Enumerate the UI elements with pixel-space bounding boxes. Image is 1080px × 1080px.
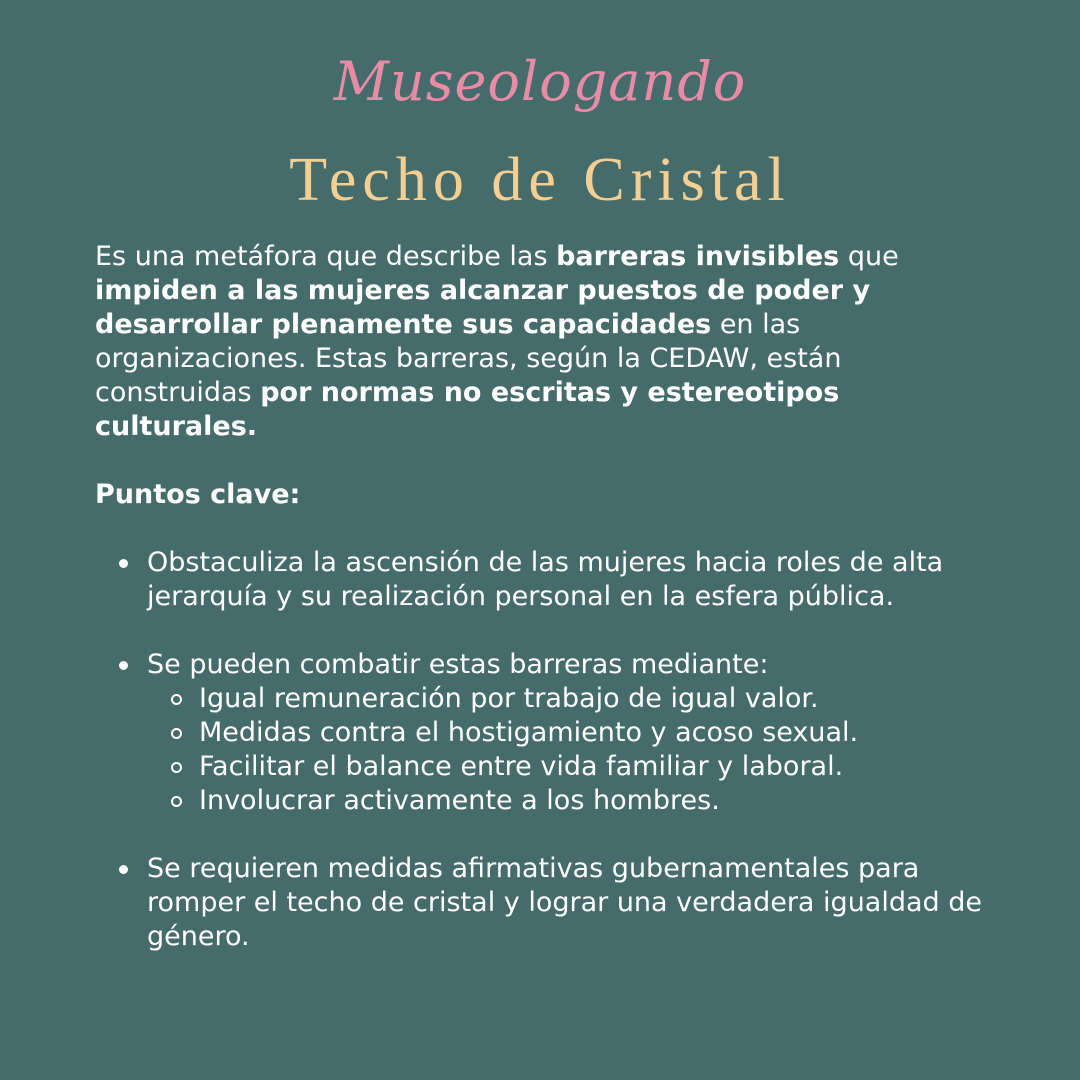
measure-item: Involucrar activamente a los hombres.	[147, 784, 995, 818]
measure-item: Facilitar el balance entre vida familiar y laboral.	[147, 750, 995, 784]
intro-text-3: en las organizaciones. Estas barreras, según la CEDAW, están construidas	[95, 309, 842, 408]
key-points-list	[95, 546, 995, 954]
measure-item: Medidas contra el hostigamiento y acoso sexual.	[147, 716, 995, 750]
key-point-text: Se requieren medidas afirmativas gubernamentales para romper el techo de cristal y lograr una verdadera igualdad de género.	[147, 853, 983, 952]
content-body	[95, 240, 995, 988]
intro-bold-2: impiden a las mujeres alcanzar puestos de poder y desarrollar plenamente sus capacidades	[95, 275, 871, 340]
key-point-item	[95, 852, 995, 954]
brand-logo-text: Museologando	[333, 50, 747, 113]
key-point-text: Se pueden combatir estas barreras mediante:	[147, 649, 769, 680]
key-point-text: Obstaculiza la ascensión de las mujeres hacia roles de alta jerarquía y su realización personal en la esfera pública.	[147, 547, 944, 612]
intro-paragraph	[95, 240, 995, 444]
intro-text-1: Es una metáfora que describe las	[95, 241, 557, 272]
intro-bold-3: por normas no escritas y estereotipos culturales.	[95, 377, 840, 442]
key-point-item	[95, 546, 995, 614]
key-point-item	[95, 648, 995, 818]
key-points-heading: Puntos clave:	[95, 479, 301, 510]
measure-item: Igual remuneración por trabajo de igual valor.	[147, 682, 995, 716]
intro-text-2: que	[839, 241, 899, 272]
intro-bold-1: barreras invisibles	[556, 241, 840, 272]
page-title: Techo de Cristal	[289, 146, 791, 214]
measures-list	[147, 682, 995, 818]
